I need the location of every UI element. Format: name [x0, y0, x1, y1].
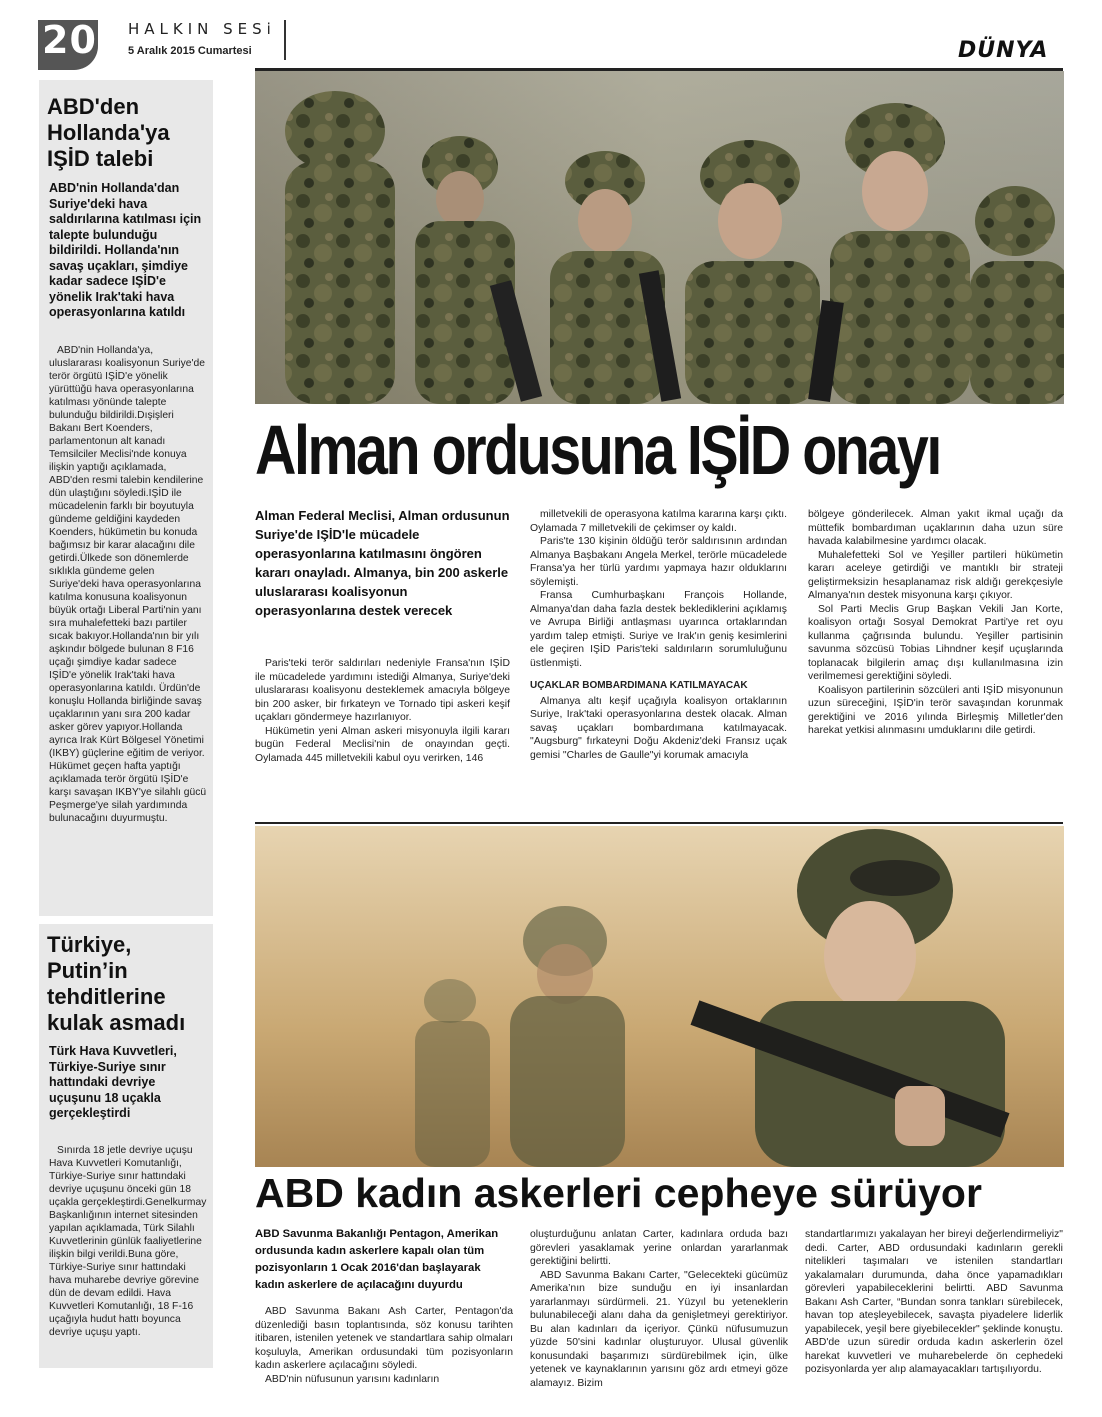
article-2-paragraph: ABD'nin nüfusunun yarısını kadınların — [265, 1373, 440, 1385]
sidebar-story-2 — [39, 924, 213, 1368]
german-soldiers-photo — [255, 71, 1064, 404]
article-2-paragraph: oluşturduğunu anlatan Carter, kadınlara orduda bazı görevleri yasaklamak yerine onlardan yararlanmak gerektiğini belirtti. — [530, 1229, 788, 1267]
article-1-column-2 — [530, 508, 787, 762]
german-soldiers-illustration — [255, 71, 1064, 404]
article-2-column-2 — [530, 1228, 788, 1390]
article-1-paragraph: Almanya altı keşif uçağıyla koalisyon ortaklarının Suriye, Irak'taki operasyonlarına destek olacak. Alman savaş uçakları bombardımana katılmayacak. "Augsburg" fırkateyni Doğu Akdeniz'deki Fransız uçak gemisi "Charles de Gaulle"yi korumak amacıyla — [530, 695, 787, 761]
masthead-divider — [284, 20, 286, 60]
page-number: 20 — [42, 18, 97, 62]
sidebar-story-2-lead: Türk Hava Kuvvetleri, Türkiye-Suriye sınır hattındaki devriye uçuşunu 18 uçakla gerçekleştirdi — [49, 1044, 177, 1120]
female-soldiers-photo — [255, 826, 1064, 1167]
article-1-column-1 — [255, 657, 510, 765]
sidebar-story-2-body: Sınırda 18 jetle devriye uçuşu Hava Kuvvetleri Komutanlığı, Türkiye-Suriye sınır hattındaki devriye uçuşunu önceki gün 18 uçakla gerçekleştirdi.Genelkurmay Başkanlığının internet sitesinden yapılan açıklamada, Türk Silahlı Kuvvetlerinin günlük faaliyetlerine ilişkin bilgi verildi.Buna göre, Türkiye-Suriye sınır hattındaki hava muharebe devriye görevine dün de devam edildi. Hava Kuvvetleri Komutanlığı, 18 F-16 uçağıyla hudut hattı boyunca devriye uçuşu yaptı. — [49, 1145, 207, 1338]
article-1-paragraph: Paris'teki terör saldırıları nedeniyle Fransa'nın IŞİD ile mücadelede yardımını istediği Almanya, Suriye'deki uluslararası koalisyonu desteklemek amacıyla bölgeye bin 200 asker, bir fırkateyn ve Tornado tipi askeri keşif uçakları göndermeye hazırlanıyor. — [255, 658, 510, 723]
article-1-headline: Alman ordusuna IŞİD onayı — [255, 411, 940, 489]
article-1-paragraph: Paris'te 130 kişinin öldüğü terör saldırısının ardından Almanya Başbakanı Angela Merkel, terörle mücadelede Fransa'ya her türlü yardımı yapmaya hazır olduklarını söylemişti. — [530, 536, 787, 588]
section-divider — [255, 822, 1063, 824]
article-1-paragraph: bölgeye gönderilecek. Alman yakıt ikmal uçağı da müttefik bombardıman uçaklarının daha uzun süre havada kalabilmesine yardımcı olacak. — [808, 509, 1063, 547]
issue-date: 5 Aralık 2015 Cumartesi — [128, 45, 252, 57]
article-1-paragraph: milletvekili de operasyona katılma kararına karşı çıktı. Oylamada 7 milletvekili de çekimser oy kaldı. — [530, 509, 787, 534]
article-1-paragraph: Sol Parti Meclis Grup Başkan Vekili Jan Korte, koalisyon ortağı Sosyal Demokrat Parti'ye ret oyu kullanma çağrısında bulundu. Yeşiller partisinin savunma sözcüsü Tobias Lihndner keşif uçuşlarında toplanacak bilgilerin amaç dışı kullanılmasına izin verilmemesi gerektiğini söyledi. — [808, 603, 1063, 682]
article-2-headline: ABD kadın askerleri cepheye sürüyor — [255, 1170, 982, 1216]
article-2-column-1 — [255, 1305, 513, 1386]
article-2-paragraph: ABD Savunma Bakanı Carter, "Gelecekteki gücümüz Amerika’nın bize sunduğu en iyi insanlardan yararlanmayı sürdürmeli. 21. Yüzyıl bu yeteneklerin bulunabileceği alanı daha da genişletmeyi gerektiriyor. Bu alan kadınları da içeriyor. Çünkü nüfusumuzun yüzde 50'sini kadınlar oluşturuyor. Ulusal güvenlik konusundaki başarımızı sürdürebilmek için, ülke yetenek ve kaynaklarının yarısını göz ardı etmeyi göze alamayız. Bizim — [530, 1269, 788, 1389]
article-1-lead: Alman Federal Meclisi, Alman ordusunun Suriye'de IŞİD'le mücadele operasyonlarına katılmasını öngören kararı onayladı. Almanya, bin 200 askerle uluslararası koalisyonun operasyonlarına destek verecek — [255, 508, 510, 618]
article-2-lead: ABD Savunma Bakanlığı Pentagon, Amerikan ordusunda kadın askerlere kapalı olan tüm pozisyonların 1 Ocak 2016'dan başlayarak kadın askerlere de açılacağını duyurdu — [255, 1228, 499, 1291]
sidebar-story-1 — [39, 80, 213, 916]
female-soldiers-illustration — [255, 826, 1064, 1167]
newspaper-name: HALKIN SESi — [128, 20, 276, 38]
article-2-paragraph: ABD Savunma Bakanı Ash Carter, Pentagon'da düzenlediği basın toplantısında, söz konusu tarihten itibaren, istenilen yetenek ve standartlara sahip olmaları koşuluyla, Amerikan ordusundaki tüm pozisyonların kadın askerlere açılacağını söyledi. — [255, 1306, 513, 1371]
article-2-column-3 — [805, 1228, 1063, 1377]
article-1-paragraph: Muhalefetteki Sol ve Yeşiller partileri hükümetin kararı aceleye getirdiği ve mantıklı bir strateji geliştirmeksizin hesaplanamaz risk aldığı gerekçesiyle Almanya'nın destek misyonuna karşı çıkıyor. — [808, 549, 1063, 601]
article-1-subhead: UÇAKLAR BOMBARDIMANA KATILMAYACAK — [530, 680, 748, 691]
sidebar-story-1-lead: ABD'nin Hollanda'dan Suriye'deki hava saldırılarına katılması için talepte bulunduğu bildirildi. Hollanda'nın savaş uçakları, şimdiye kadar sadece IŞİD'e yönelik Irak'taki hava operasyonlarına katıldı — [49, 181, 202, 319]
sidebar-story-1-body: ABD'nin Hollanda'ya, uluslararası koalisyonun Suriye'de terör örgütü IŞİD'e yönelik yürüttüğü hava operasyonlarına katılması yönünde talepte bulunduğu bildirildi.Dışişleri Bakanı Bert Koenders, parlamentonun alt kanadı Temsilciler Meclisi'nde konuya ilişkin yaptığı açıklamada, ABD'den resmi talebin kendilerine dün ulaştığını söyledi.IŞİD ile mücadelenin farklı bir boyutuyla gündeme geldiğini kaydeden Koenders, hükümetin bu konuda bağımsız bir karar alacağını dile getirdi.Ülkede son dönemlerde sıklıkla gündeme gelen Suriye'deki hava operasyonlarına katılma konusuna koalisyonun büyük ortağı Liberal Parti'nin yanı sıra muhalefetteki bazı partiler sıcak bakıyor.Hollanda'nın bir yılı aşkındır bölgede bulunan 8 F16 uçağı şimdiye kadar sadece IŞİD'e yönelik Irak'taki hava operasyonlarına katıldı. Ürdün'de konuşlu Hollanda birliğinde savaş uçaklarının yanı sıra 200 kadar asker görev yapıyor.Hollanda ayrıca Irak Kürt Bölgesel Yönetimi (IKBY) güçlerine eğitim de veriyor. Hükümet geçen hafta yaptığı açıklamada terör örgütü IŞİD'e karşı savaşan IKBY'ye silahlı gücü Peşmerge'ye silah yardımında bulunacağını duyurmuştu. — [49, 345, 207, 824]
article-1-column-3 — [808, 508, 1063, 738]
section-title: DÜNYA — [958, 38, 1049, 63]
article-1-paragraph: Koalisyon partilerinin sözcüleri anti IŞİD misyonunun uzun süreceğini, IŞİD'in terör savaşından korunmak gerektiğini ve 2016 yılında Birleşmiş Milletler'den harekat yetkisi alınmasını umduklarını dile getirdi. — [808, 684, 1063, 736]
sidebar-story-1-title: ABD'den Hollanda'ya IŞİD talebi — [47, 94, 170, 171]
article-2-paragraph: standartlarımızı yakalayan her bireyi değerlendirmeliyiz" dedi. Carter, ABD ordusundaki kadınların gerekli nitelikleri taşımaları ve istenilen standartları yakalamaları durumunda, daha önce yapamadıkları görevleri yapabileceklerini belirtti. ABD Savunma Bakanı Ash Carter, “Bundan sonra tankları sürebilecek, havan top ateşleyebilecek, savaşta piyadelere liderlik yapabilecek, yeşil bere giyebilecekler" şeklinde konuştu. ABD'de uzun süredir orduda kadın askerlerin özel harekat kuvvetleri ve muharebelerde ön cephedeki pozisyonlarda yer alıp alamayacakları tartışılıyordu. — [805, 1229, 1063, 1375]
sidebar-story-2-title: Türkiye, Putin’in tehditlerine kulak asmadı — [47, 932, 186, 1035]
article-1-paragraph: Fransa Cumhurbaşkanı François Hollande, Almanya'dan daha fazla destek beklediklerini açıklamış ve Avrupa Birliği antlaşması uyarınca ortaklarından yardım talep etmişti. Suriye ve Irak'ın geniş kesimlerini ele geçiren IŞİD Paris'teki saldırıların sorumluluğunu üstlenmişti. — [530, 590, 787, 669]
article-1-paragraph: Hükümetin yeni Alman askeri misyonuyla ilgili kararı bugün Federal Meclisi'nin de onayından geçti. Oylamada 445 milletvekili kabul oyu verirken, 146 — [255, 725, 510, 764]
